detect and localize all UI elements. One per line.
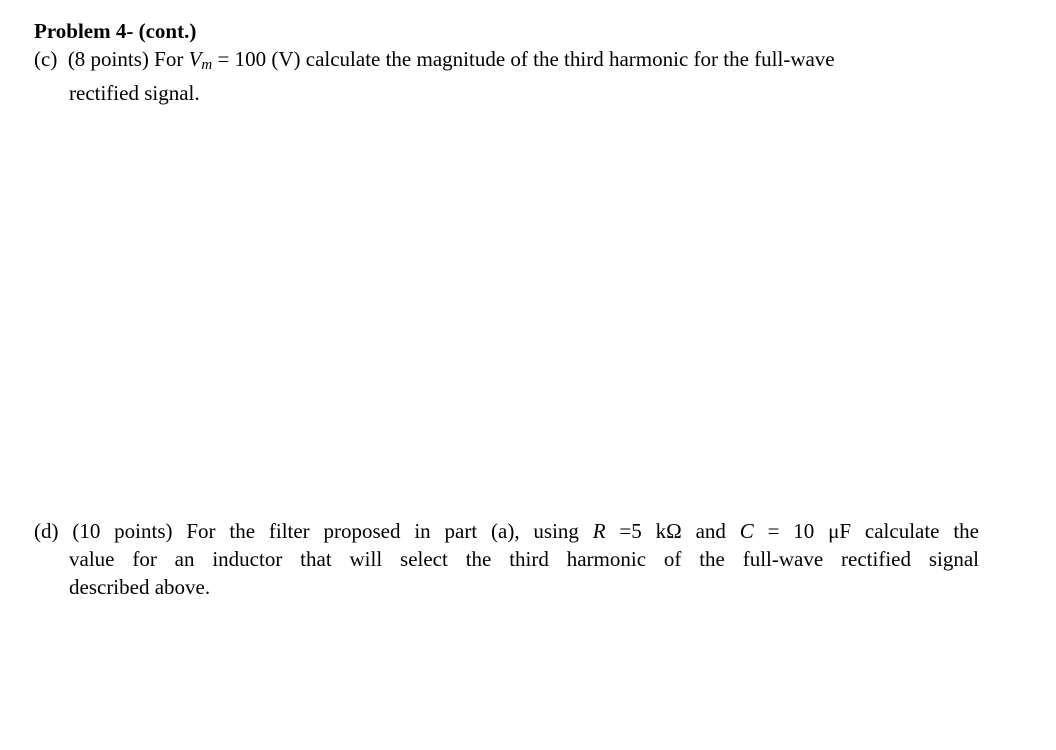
part-d-c-value: = 10 μF calculate the: [753, 519, 980, 543]
part-d-line-2: value for an inductor that will select the third harmonic of the full-wave rectified signal: [69, 547, 979, 571]
part-d-points: (10 points): [72, 519, 173, 543]
part-d-r-value: =5 kΩ and: [605, 519, 740, 543]
part-c-var-main: V: [188, 47, 202, 71]
part-c-text-after-var: = 100 (V) calculate the magnitude of the third harmonic for the full-wave: [212, 47, 835, 71]
problem-heading: Problem 4- (cont.): [34, 19, 197, 43]
part-d-line-3: described above.: [69, 575, 211, 599]
part-d-c-var: C: [739, 519, 754, 543]
part-c-line-2: rectified signal.: [69, 81, 200, 105]
part-c-line-1: [34, 45, 979, 79]
part-c-points: (8 points): [67, 47, 149, 71]
part-c: [34, 45, 979, 107]
part-c-label: (c): [34, 47, 58, 71]
part-d: [34, 517, 979, 601]
part-d-text-before-r: For the filter proposed in part (a), using: [186, 519, 579, 543]
part-d-label: (d): [34, 519, 59, 543]
part-c-text-before-var: For: [154, 47, 184, 71]
part-d-line-1: [34, 517, 979, 545]
part-c-var-sub: m: [201, 57, 213, 73]
part-d-r-var: R: [592, 519, 606, 543]
